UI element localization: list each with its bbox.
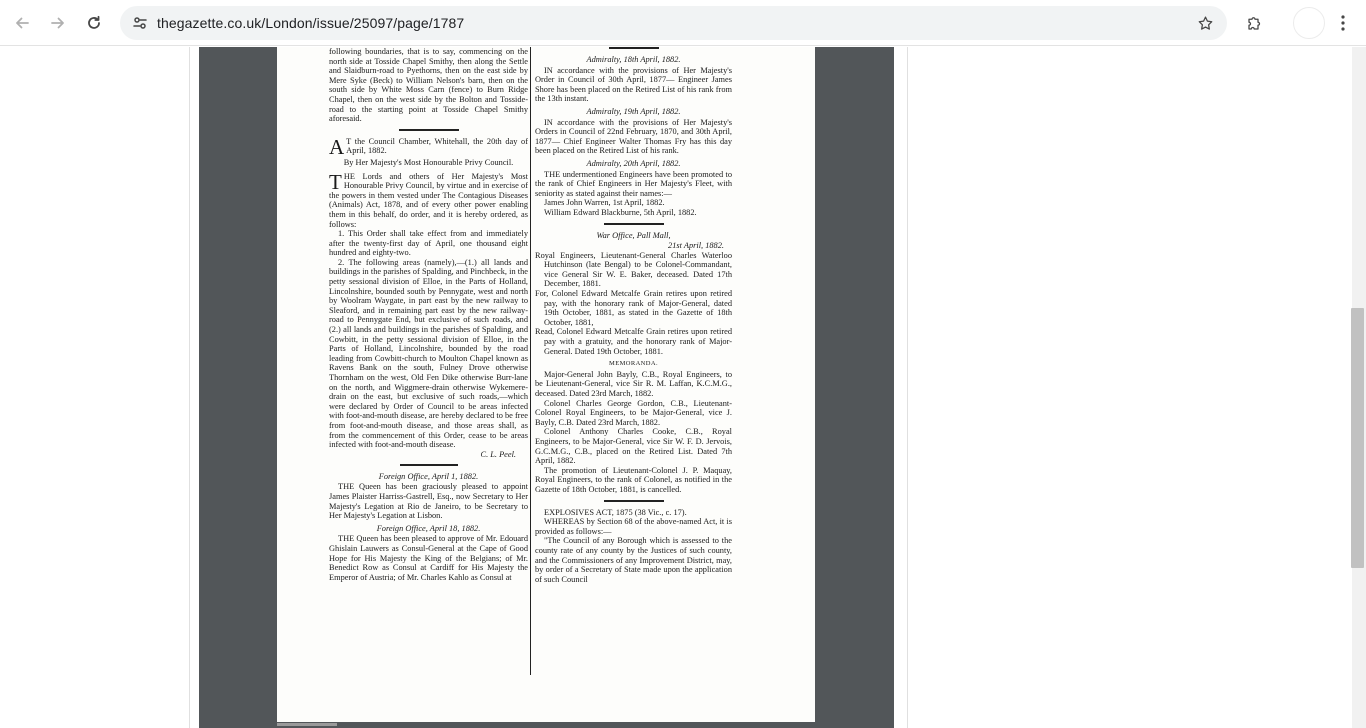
back-button[interactable] — [6, 7, 38, 39]
notice-paragraph: IN accordance with the provisions of Her Majesty's Order in Council of 30th April, 1877— Engineer James Shore has been placed on the Retired List of his rank from the 13th instant. — [535, 65, 732, 104]
gazette-page-viewer[interactable] — [199, 47, 894, 728]
notice-heading: Foreign Office, April 1, 1882. — [378, 471, 479, 481]
notice-paragraph: 2. The following areas (namely),—(1.) all lands and buildings in the parishes of Spalding, and Pinchbeck, in the petty sessional division of Elloe, in the Parts of Holland, Lincolnshire, bounded south by Pennygate, west and north by Woolram Waygate, in part east by the new railway to Sleaford, and in remaining part east by the new railway-road to Pennygate End, but exclusive of such roads, and (2.) all lands and buildings in the parishes of Spalding, and Cowbitt, in the petty sessional division of Elloe, in the Parts of Holland, Lincolnshire, bounded by the road leading from Cowbitt-church to Moulton Chapel known as Ravens Bank on the south, Fulney Drove otherwise Thornham on the west, Old Fen Dike otherwise Burr-lane on the north, and Wiggmere-drain otherwise Wykemere-drain on the east, but exclusive of such roads,—which were declared by Order of Council to be areas infected with foot-and-mouth disease, are hereby declared to be free from foot-and-mouth disease, and those areas shall, as from the commencement of this Order, cease to be areas infected with foot-and-mouth disease. — [329, 257, 528, 450]
notice-paragraph: THE Queen has been pleased to approve of Mr. Edouard Ghislain Lauwers as Consul-General at the Cape of Good Hope for His Majesty the King of the Belgians; of Mr. Benedict Row as Consul at Cardiff for His Majesty the Emperor of Austria; of Mr. Charles Kahlo as Consul at — [329, 534, 528, 582]
drop-cap-letter: T — [329, 171, 342, 194]
notice-paragraph: 1. This Order shall take effect from and immediately after the twenty-first day of April, one thousand eight hundred and eighty-two. — [329, 229, 528, 258]
section-rule — [609, 47, 659, 49]
arrow-left-icon — [14, 15, 30, 31]
notice-paragraph: IN accordance with the provisions of Her Majesty's Orders in Council of 22nd February, 1870, and 30th April, 1877— Chief Engineer Walter Thomas Fry has this day been placed on the Retired List of his rank. — [535, 117, 732, 156]
site-info-button[interactable] — [126, 9, 154, 37]
column-rule — [530, 47, 531, 675]
more-vert-icon — [1341, 15, 1345, 31]
notice-text: HE Lords and others of Her Majesty's Most Honourable Privy Council, by virtue and in exercise of the powers in them vested under The Contagious Diseases (Animals) Act, 1878, and of every other power enabling them in this behalf, do order, and it is hereby ordered, as follows: — [329, 171, 528, 229]
web-page — [0, 47, 1352, 728]
notice-heading: Foreign Office, April 18, 1882. — [376, 523, 481, 533]
notice-heading: 21st April, 1882. — [668, 241, 724, 251]
notice-heading: Admiralty, 20th April, 1882. — [586, 158, 681, 168]
gazette-right-column — [535, 47, 732, 584]
notice-subheading: By Her Majesty's Most Honourable Privy Council. — [343, 157, 514, 167]
reload-button[interactable] — [78, 7, 110, 39]
puzzle-icon — [1246, 14, 1264, 32]
notice-paragraph — [329, 172, 528, 230]
notice-paragraph: Read, Colonel Edward Metcalfe Grain retires upon retired pay with a gratuity, and the honorary rank of Major-General. Dated 19th October, 1881. — [535, 327, 732, 356]
signature: C. L. Peel. — [480, 449, 516, 459]
notice-paragraph: William Edward Blackburne, 5th April, 1882. — [544, 207, 697, 217]
notice-heading: Admiralty, 18th April, 1882. — [586, 55, 681, 64]
browser-toolbar — [0, 0, 1366, 46]
notice-subheading: MEMORANDA. — [609, 360, 658, 368]
section-rule — [604, 500, 664, 502]
browser-menu-button[interactable] — [1329, 7, 1357, 39]
star-icon — [1197, 15, 1214, 32]
notice-paragraph — [329, 137, 528, 156]
notice-paragraph: The promotion of Lieutenant-Colonel J. P. Maquay, Royal Engineers, to the rank of Colonel, as notified in the Gazette of 18th October, 1881, is cancelled. — [535, 465, 732, 494]
extensions-button[interactable] — [1239, 7, 1271, 39]
notice-paragraph: Royal Engineers, Lieutenant-General Charles Waterloo Hutchinson (late Bengal) to be Colonel-Commandant, vice General Sir W. E. Baker, deceased. Dated 17th December, 1881. — [535, 250, 732, 289]
drop-cap-letter: A — [329, 136, 345, 156]
notice-heading: War Office, Pall Mall, — [596, 230, 671, 240]
section-rule — [399, 129, 459, 131]
section-rule — [400, 464, 458, 466]
profile-avatar-button[interactable] — [1293, 7, 1325, 39]
forward-button[interactable] — [42, 7, 74, 39]
notice-paragraph: following boundaries, that is to say, commencing on the north side at Tosside Chapel Smithy, then along the Settle and Slaidburn-road to Pyethorns, then on the east side by Mere Syke (Beck) to William Nelson's barn, then on the south side by White Moss Carn (fence) to Burn Ridge Chapel, then on the west side by the Bolton and Tosside-road to the starting point at Tosside Chapel Smithy aforesaid. — [329, 47, 528, 124]
notice-paragraph: EXPLOSIVES ACT, 1875 (38 Vic., c. 17). — [544, 507, 687, 517]
reload-icon — [86, 15, 102, 31]
url-text[interactable]: thegazette.co.uk/London/issue/25097/page/1787 — [157, 15, 465, 31]
address-bar[interactable] — [120, 6, 1227, 40]
notice-paragraph: James John Warren, 1st April, 1882. — [544, 198, 665, 208]
gazette-page-scan — [277, 47, 815, 722]
notice-paragraph: For, Colonel Edward Metcalfe Grain retires upon retired pay, with the honorary rank of Major-General, dated 19th October, 1881, as stated in the Gazette of 18th October, 1881, — [535, 289, 732, 327]
notice-paragraph: THE Queen has been graciously pleased to appoint James Plaister Harriss-Gastrell, Esq., now Secretary to Her Majesty's Legation at Rio de Janeiro, to be Secretary to Her Majesty's Legation at Lisbon. — [329, 482, 528, 521]
notice-text: T the Council Chamber, Whitehall, the 20th day of April, 1882. — [346, 136, 528, 156]
tune-icon — [132, 15, 148, 31]
bookmark-star-button[interactable] — [1191, 9, 1219, 37]
notice-paragraph: "The Council of any Borough which is assessed to the county rate of any county by the Justices of such county, and the Commissioners of any Improvement District, may, by order of a Secretary of State made upon the application of such Council — [535, 536, 732, 584]
section-rule — [604, 223, 664, 225]
notice-paragraph: Major-General John Bayly, C.B., Royal Engineers, to be Lieutenant-General, vice Sir R. M. Laffan, K.C.M.G., deceased. Dated 23rd March, 1882. — [535, 369, 732, 398]
gazette-left-column — [329, 47, 528, 582]
arrow-right-icon — [50, 15, 66, 31]
content-border-left — [189, 47, 190, 728]
content-border-right — [907, 47, 908, 728]
notice-paragraph: Colonel Anthony Charles Cooke, C.B., Royal Engineers, to be Major-General, vice Sir W. F. D. Jervois, G.C.M.G., C.B., placed on the Retired List. Dated 7th April, 1882. — [535, 427, 732, 466]
notice-paragraph: WHEREAS by Section 68 of the above-named Act, it is provided as follows:— — [535, 517, 732, 536]
page-scrollbar-thumb[interactable] — [1351, 308, 1364, 568]
viewer-horizontal-scroll-indicator[interactable] — [277, 723, 337, 726]
notice-heading: Admiralty, 19th April, 1882. — [586, 106, 681, 116]
notice-paragraph: THE undermentioned Engineers have been promoted to the rank of Chief Engineers in Her Majesty's Fleet, with seniority as stated against their names:— — [535, 169, 732, 198]
notice-paragraph: Colonel Charles George Gordon, C.B., Lieutenant-Colonel Royal Engineers, to be Major-General, vice J. Bayly, C.B. Dated 23rd March, 1882. — [535, 398, 732, 427]
